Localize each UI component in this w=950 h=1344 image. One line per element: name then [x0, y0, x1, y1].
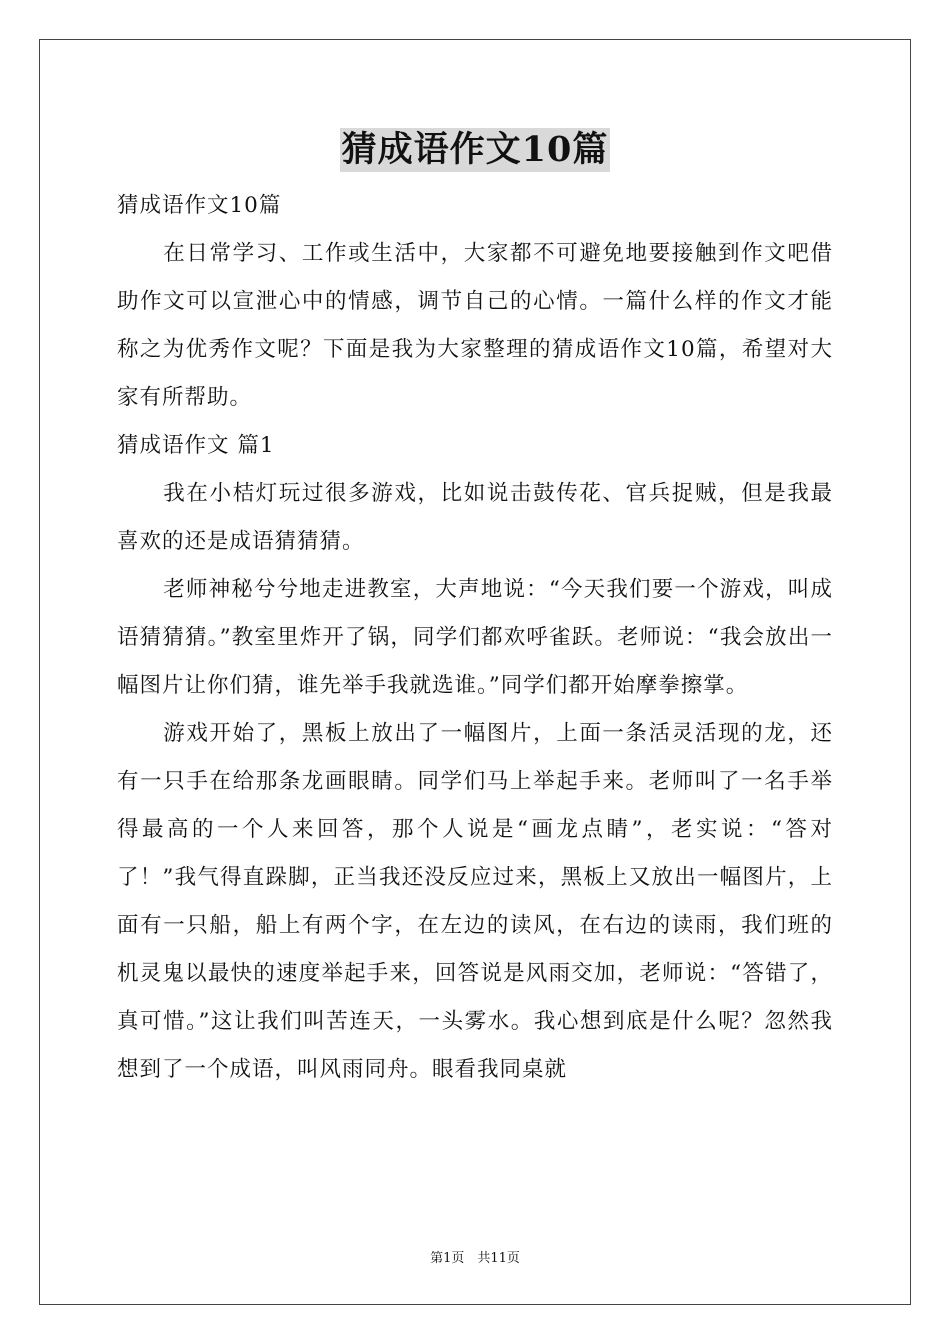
section-heading: 猜成语作文 篇1	[117, 433, 275, 458]
body-paragraph: 老师神秘兮兮地走进教室，大声地说：“今天我们要一个游戏，叫成语猜猜猜。”教室里炸开了锅，同学们都欢呼雀跃。老师说：“我会放出一幅图片让你们猜，谁先举手我就选谁。”同学们都开始摩拳擦掌。	[117, 577, 833, 698]
document-title: 猜成语作文10篇	[341, 129, 609, 170]
intro-paragraph: 在日常学习、工作或生活中，大家都不可避免地要接触到作文吧借助作文可以宣泄心中的情感，调节自己的心情。一篇什么样的作文才能称之为优秀作文呢？下面是我为大家整理的猜成语作文10篇，希望对大家有所帮助。	[117, 241, 833, 410]
title-container	[0, 128, 950, 172]
body-paragraph: 我在小桔灯玩过很多游戏，比如说击鼓传花、官兵捉贼，但是我最喜欢的还是成语猜猜猜。	[117, 481, 833, 554]
body-paragraph: 游戏开始了，黑板上放出了一幅图片，上面一条活灵活现的龙，还有一只手在给那条龙画眼睛。同学们马上举起手来。老师叫了一名手举得最高的一个人来回答，那个人说是“画龙点睛”，老实说：“答对了！”我气得直跺脚，正当我还没反应过来，黑板上又放出一幅图片，上面有一只船，船上有两个字，在左边的读风，在右边的读雨，我们班的机灵鬼以最快的速度举起手来，回答说是风雨交加，老师说：“答错了，真可惜。”这让我们叫苦连天，一头雾水。我心想到底是什么呢？忽然我想到了一个成语，叫风雨同舟。眼看我同桌就	[117, 721, 833, 1082]
document-subtitle: 猜成语作文10篇	[117, 193, 282, 218]
document-body	[117, 182, 833, 1094]
page-footer: 第1页 共11页	[430, 1251, 520, 1266]
